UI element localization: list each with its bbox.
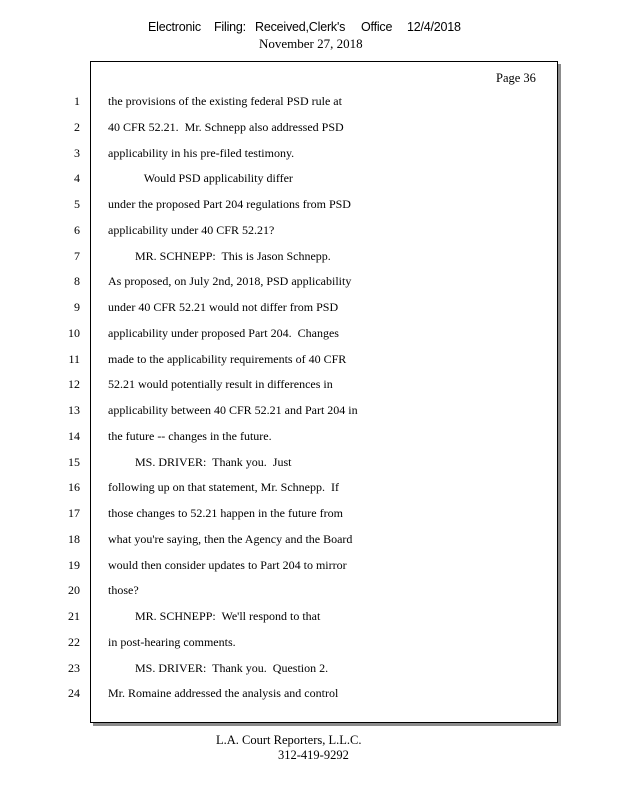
transcript-line: applicability in his pre-filed testimony. [108,145,295,160]
filing-stamp-date: 12/4/2018 [407,20,461,34]
line-number: 4 [74,171,80,186]
line-number: 3 [74,145,80,160]
transcript-line: MR. SCHNEPP: We'll respond to that [108,609,321,623]
transcript-line: Would PSD applicability differ [108,171,293,186]
line-number: 10 [68,325,80,340]
line-number: 11 [68,351,80,366]
line-number: 5 [74,197,80,211]
line-number: 19 [68,557,80,572]
transcript-line: under the proposed Part 204 regulations from PSD [108,197,351,211]
line-number: 14 [68,428,80,443]
transcript-line: applicability under proposed Part 204. Changes [108,325,339,340]
transcript-line: applicability under 40 CFR 52.21? [108,222,275,237]
transcript-line: those? [108,583,139,598]
transcript-line: MS. DRIVER: Thank you. Just [108,454,292,469]
hearing-date: November 27, 2018 [259,36,363,51]
footer-phone: 312-419-9292 [278,748,349,762]
transcript-line: applicability between 40 CFR 52.21 and Part 204 in [108,403,358,417]
transcript-line: in post-hearing comments. [108,634,236,649]
transcript-line: following up on that statement, Mr. Schnepp. If [108,480,339,495]
line-number: 9 [74,300,80,314]
line-number: 7 [74,248,80,263]
transcript-line: the future -- changes in the future. [108,428,272,443]
filing-stamp-office: Office [361,20,393,34]
line-number: 1 [74,94,80,108]
line-number: 22 [68,634,80,649]
line-number: 24 [68,686,80,701]
transcript-line: 40 CFR 52.21. Mr. Schnepp also addressed PSD [108,119,344,134]
filing-stamp-electronic: Electronic [148,20,201,34]
line-number: 6 [74,222,80,237]
transcript-line: MS. DRIVER: Thank you. Question 2. [108,660,329,675]
line-number: 2 [74,119,80,134]
line-number: 18 [68,531,80,546]
filing-stamp [148,20,461,34]
line-number: 23 [68,660,80,675]
footer-reporter-firm: L.A. Court Reporters, L.L.C. [216,733,362,747]
filing-stamp-filing: Filing: [214,20,246,34]
line-number: 15 [68,454,80,469]
line-number: 20 [68,583,80,598]
line-number: 16 [68,480,80,495]
transcript-line: under 40 CFR 52.21 would not differ from PSD [108,300,339,314]
transcript-line: MR. SCHNEPP: This is Jason Schnepp. [108,248,331,263]
transcript-line: would then consider updates to Part 204 to mirror [108,557,347,572]
page-number: Page 36 [496,71,536,85]
line-number: 21 [68,609,80,623]
transcript-line: Mr. Romaine addressed the analysis and control [108,686,339,701]
line-number: 8 [74,274,80,289]
transcript-line: As proposed, on July 2nd, 2018, PSD applicability [108,274,352,289]
transcript-line: made to the applicability requirements of 40 CFR [108,351,347,366]
transcript-line: what you're saying, then the Agency and the Board [108,531,353,546]
line-number: 12 [68,377,80,392]
filing-stamp-received: Received,Clerk's [255,20,346,34]
transcript-line: the provisions of the existing federal PSD rule at [108,94,342,108]
line-number: 13 [68,403,80,417]
line-number: 17 [68,506,80,520]
transcript-line: those changes to 52.21 happen in the future from [108,506,343,520]
transcript-line: 52.21 would potentially result in differences in [108,377,333,392]
